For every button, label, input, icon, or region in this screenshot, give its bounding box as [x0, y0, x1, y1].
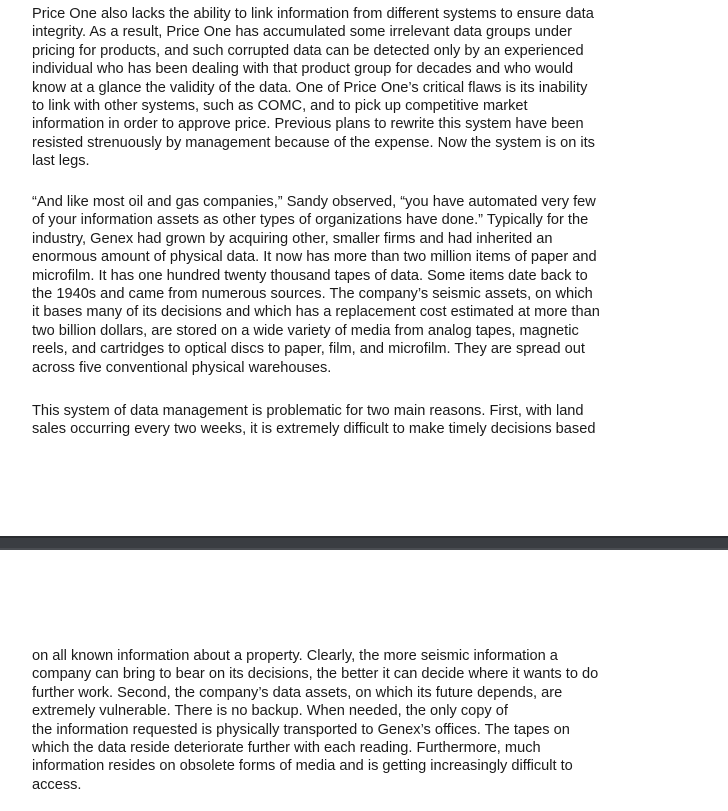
text-line: further work. Second, the company’s data assets, on which its future depends, are	[32, 684, 563, 701]
text-line: microfilm. It has one hundred twenty thousand tapes of data. Some items date back to	[32, 267, 588, 284]
text-line: This system of data management is problematic for two main reasons. First, with land	[32, 403, 584, 419]
text-line: pricing for products, and such corrupted data can be detected only by an experienced	[32, 42, 584, 59]
text-line: on all known information about a property. Clearly, the more seismic information a	[32, 648, 558, 664]
page-separator	[0, 536, 728, 550]
text-line: the information requested is physically transported to Genex’s offices. The tapes on	[32, 721, 570, 738]
text-line: Price One also lacks the ability to link information from different systems to ensure data	[32, 6, 594, 22]
text-line: “And like most oil and gas companies,” Sandy observed, “you have automated very few	[32, 194, 596, 210]
text-line: resisted strenuously by management because of the expense. Now the system is on its	[32, 134, 595, 151]
text-line: information resides on obsolete forms of media and is getting increasingly difficult to	[32, 758, 573, 775]
text-line: extremely vulnerable. There is no backup. When needed, the only copy of	[32, 703, 508, 720]
text-line: know at a glance the validity of the data. One of Price One’s critical flaws is its inability	[32, 79, 588, 96]
text-line: to link with other systems, such as COMC, and to pick up competitive market	[32, 98, 528, 115]
text-line: access.	[32, 776, 82, 793]
text-line: last legs.	[32, 153, 90, 170]
text-line: individual who has been dealing with that product group for decades and who would	[32, 61, 574, 78]
paragraph-sandy-observed	[32, 193, 662, 377]
text-line: it bases many of its decisions and which has a replacement cost estimated at more than	[32, 304, 600, 321]
text-line: two billion dollars, are stored on a wide variety of media from analog tapes, magnetic	[32, 322, 579, 339]
text-line: enormous amount of physical data. It now has more than two million items of paper and	[32, 249, 597, 266]
text-line: industry, Genex had grown by acquiring other, smaller firms and had inherited an	[32, 230, 553, 247]
text-line: of your information assets as other types of organizations have done.” Typically for the	[32, 212, 589, 229]
text-line: reels, and cartridges to optical discs to paper, film, and microfilm. They are spread out	[32, 341, 585, 358]
text-line: which the data reside deteriorate further with each reading. Furthermore, much	[32, 740, 541, 757]
text-line: integrity. As a result, Price One has accumulated some irrelevant data groups under	[32, 24, 572, 41]
text-line: company can bring to bear on its decisions, the better it can decide where it wants to do	[32, 666, 599, 683]
paragraph-data-management-continued	[32, 647, 662, 794]
text-line: the 1940s and came from numerous sources. The company’s seismic assets, on which	[32, 286, 593, 303]
text-line: sales occurring every two weeks, it is extremely difficult to make timely decisions based	[32, 421, 596, 438]
paragraph-price-one	[32, 5, 662, 171]
text-line: information in order to approve price. Previous plans to rewrite this system have been	[32, 116, 584, 133]
text-line: across five conventional physical warehouses.	[32, 359, 332, 376]
paragraph-data-management	[32, 402, 662, 439]
document-page-bottom	[0, 550, 728, 811]
